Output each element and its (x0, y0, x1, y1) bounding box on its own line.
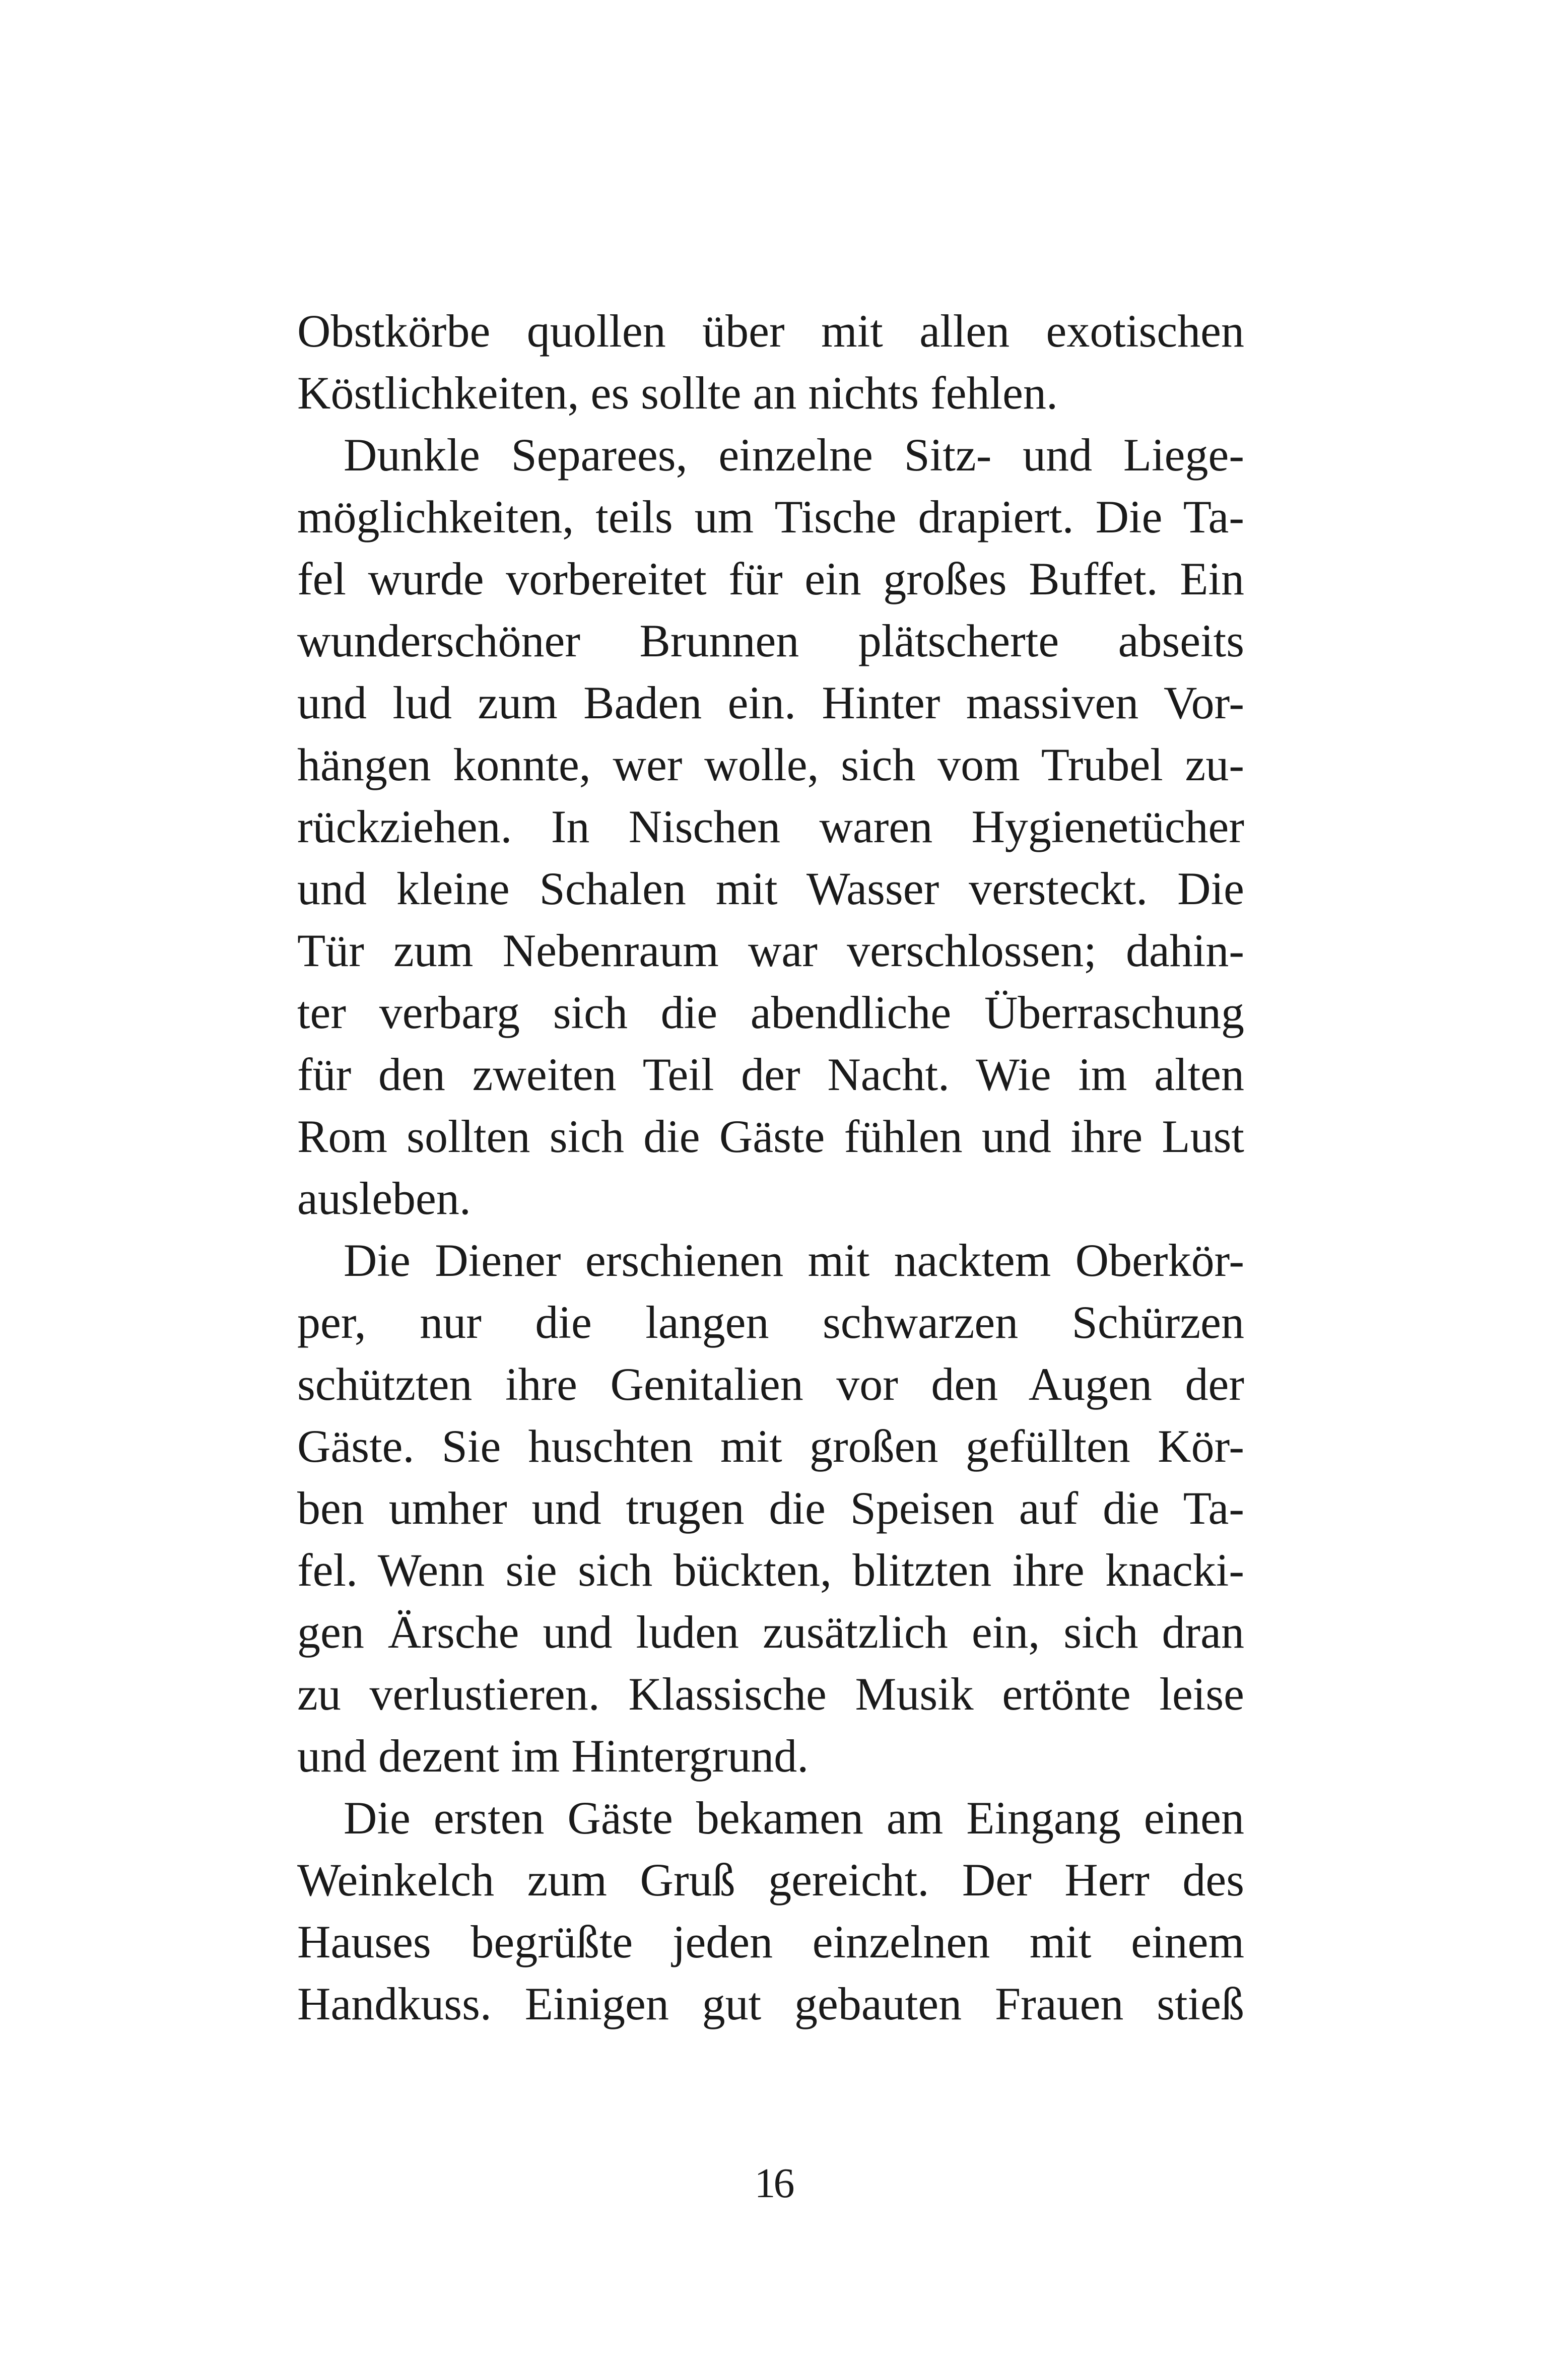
text-line: ben umher und trugen die Speisen auf die Ta- (297, 1482, 1244, 1534)
text-line: fel wurde vorbereitet für ein großes Buffet. Ein (297, 553, 1244, 604)
text-line: per, nur die langen schwarzen Schürzen (297, 1297, 1244, 1348)
text-line: Die Diener erschienen mit nacktem Oberkör- (344, 1235, 1244, 1286)
text-line: ausleben. (297, 1173, 471, 1224)
text-line: Handkuss. Einigen gut gebauten Frauen stieß (297, 1978, 1244, 2029)
text-line: rückziehen. In Nischen waren Hygienetücher (297, 801, 1244, 852)
text-line: Rom sollten sich die Gäste fühlen und ihre Lust (297, 1111, 1244, 1162)
text-line: möglichkeiten, teils um Tische drapiert. Die Ta- (297, 491, 1244, 542)
text-line: Die ersten Gäste bekamen am Eingang einen (344, 1792, 1244, 1844)
paragraph (297, 1230, 1244, 1787)
text-line: hängen konnte, wer wolle, sich vom Trubel zu- (297, 739, 1244, 790)
text-line: wunderschöner Brunnen plätscherte abseits (297, 615, 1244, 666)
paragraph (297, 300, 1244, 424)
text-line: Tür zum Nebenraum war verschlossen; dahin- (297, 925, 1244, 976)
text-line: Obstkörbe quollen über mit allen exotischen (297, 305, 1244, 357)
text-line: Köstlichkeiten, es sollte an nichts fehlen. (297, 367, 1058, 419)
text-line: fel. Wenn sie sich bückten, blitzten ihre knacki- (297, 1544, 1244, 1596)
page-number: 16 (754, 2160, 793, 2207)
paragraph (297, 424, 1244, 1230)
text-line: für den zweiten Teil der Nacht. Wie im alten (297, 1049, 1244, 1100)
text-line: ter verbarg sich die abendliche Überraschung (297, 987, 1244, 1038)
text-line: gen Ärsche und luden zusätzlich ein, sich dran (297, 1606, 1244, 1658)
text-line: und lud zum Baden ein. Hinter massiven Vor- (297, 677, 1244, 728)
text-line: Dunkle Separees, einzelne Sitz- und Liege- (344, 429, 1244, 481)
text-line: und dezent im Hintergrund. (297, 1730, 809, 1782)
paragraph (297, 1787, 1244, 2035)
text-line: zu verlustieren. Klassische Musik ertönte leise (297, 1668, 1244, 1720)
body-text (297, 300, 1244, 2035)
text-line: schützten ihre Genitalien vor den Augen der (297, 1358, 1244, 1410)
text-line: Hauses begrüßte jeden einzelnen mit einem (297, 1916, 1244, 1967)
text-line: Gäste. Sie huschten mit großen gefüllten Kör- (297, 1420, 1244, 1472)
text-line: Weinkelch zum Gruß gereicht. Der Herr des (297, 1854, 1244, 1906)
text-line: und kleine Schalen mit Wasser versteckt. Die (297, 863, 1244, 914)
